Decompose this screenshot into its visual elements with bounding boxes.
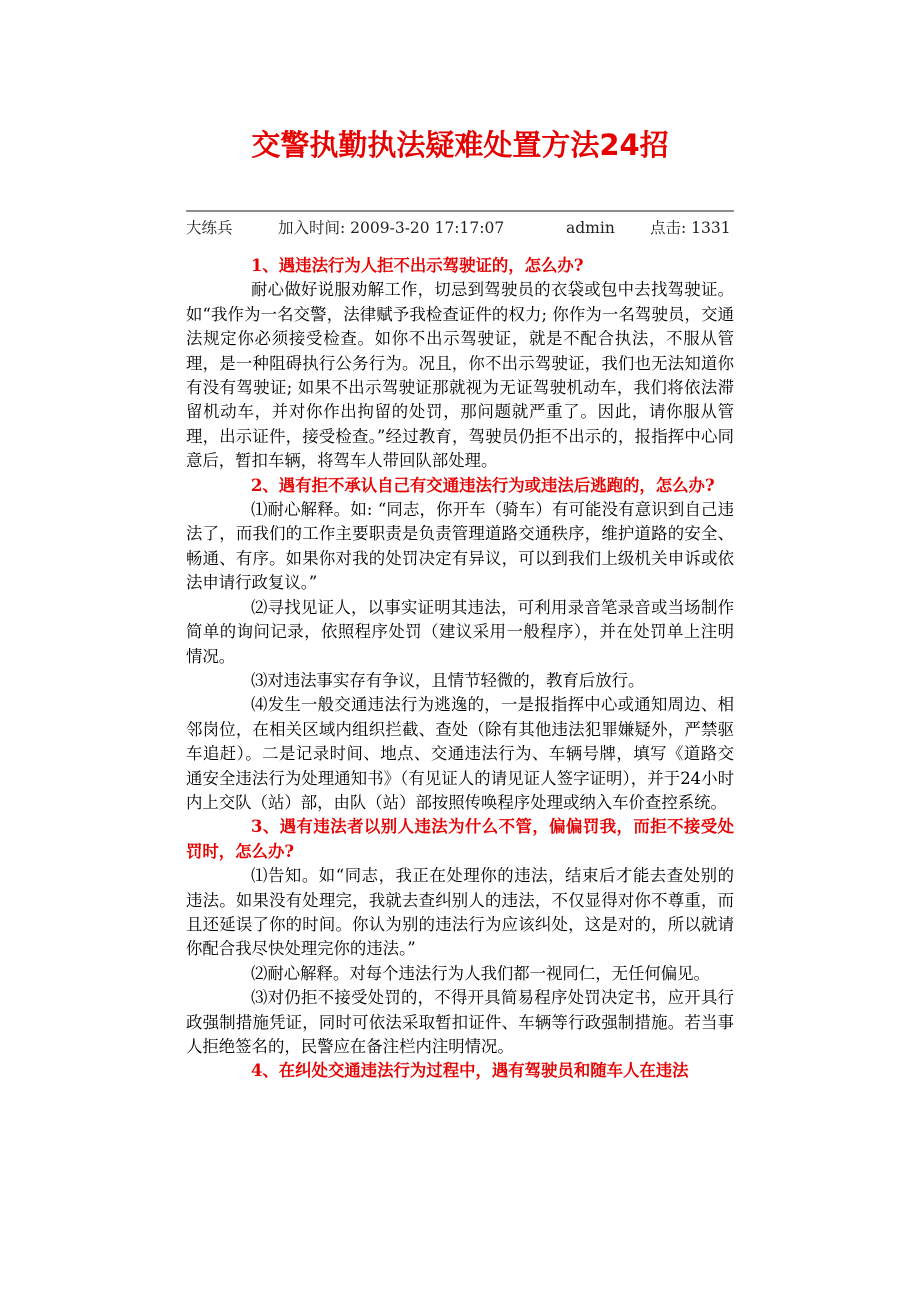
section-heading-3: 3、遇有违法者以别人违法为什么不管，偏偏罚我，而拒不接受处罚时，怎么办?	[186, 817, 734, 861]
paragraph: ⑷发生一般交通违法行为逃逸的，一是报指挥中心或通知周边、相邻岗位，在相关区域内组织拦截、查处（除有其他违法犯罪嫌疑外，严禁驱车追赶）。二是记录时间、地点、交通违法行为、车辆号牌，填写《道路交通安全违法行为处理通知书》（有见证人的请见证人签字证明），并于24小时内上交队（站）部，由队（站）部按照传唤程序处理或纳入车价查控系统。	[186, 695, 734, 812]
meta-source: 大练兵	[186, 219, 233, 237]
paragraph: ⑵耐心解释。对每个违法行为人我们都一视同仁，无任何偏见。	[251, 963, 710, 983]
meta-author: admin	[566, 219, 615, 237]
paragraph: ⑴告知。如“同志，我正在处理你的违法，结束后才能去查处别的违法。如果没有处理完，我就去查纠别人的违法，不仅显得对你不尊重，而且还延误了你的时间。你认为别的违法行为应该纠处，这是对的，所以就请你配合我尽快处理完你的违法。”	[186, 866, 734, 959]
article-body	[186, 254, 734, 1084]
meta-clicks: 点击: 1331	[650, 219, 731, 237]
article-meta	[186, 216, 734, 240]
paragraph: 耐心做好说服劝解工作，切忌到驾驶员的衣袋或包中去找驾驶证。如“我作为一名交警，法律赋予我检查证件的权力; 你作为一名驾驶员，交通法规定你必须接受检查。如你不出示驾驶证，就是不配合执法，不服从管理，是一种阻碍执行公务行为。况且，你不出示驾驶证，我们也无法知道你有没有驾驶证; 如果不出示驾驶证那就视为无证驾驶机动车，我们将依法滞留机动车，并对你作出拘留的处罚，那问题就严重了。因此，请你服从管理，出示证件，接受检查。”经过教育，驾驶员仍拒不出示的，报指挥中心同意后，暂扣车辆，将驾车人带回队部处理。	[186, 280, 734, 471]
title-divider	[186, 210, 734, 212]
paragraph: ⑶对仍拒不接受处罚的，不得开具简易程序处罚决定书，应开具行政强制措施凭证，同时可依法采取暂扣证件、车辆等行政强制措施。若当事人拒绝签名的，民警应在备注栏内注明情况。	[186, 988, 734, 1056]
paragraph: ⑴耐心解释。如: “同志，你开车（骑车）有可能没有意识到自己违法了，而我们的工作主要职责是负责管理道路交通秩序，维护道路的安全、畅通、有序。如果你对我的处罚决定有异议，可以到我们上级机关申诉或依法申请行政复议。”	[186, 500, 734, 593]
section-heading-2: 2、遇有拒不承认自己有交通违法行为或违法后逃跑的，怎么办?	[251, 475, 715, 495]
paragraph: ⑵寻找见证人，以事实证明其违法，可利用录音笔录音或当场制作简单的询问记录，依照程序处罚（建议采用一般程序），并在处罚单上注明情况。	[186, 597, 734, 666]
article-title: 交警执勤执法疑难处置方法24招	[251, 128, 669, 162]
meta-time: 加入时间: 2009-3-20 17:17:07	[278, 219, 505, 237]
section-heading-4: 4、在纠处交通违法行为过程中，遇有驾驶员和随车人在违法	[251, 1061, 689, 1081]
section-heading-1: 1、遇违法行为人拒不出示驾驶证的，怎么办?	[251, 256, 584, 275]
paragraph: ⑶对违法事实存有争议，且情节轻微的，教育后放行。	[251, 670, 645, 690]
